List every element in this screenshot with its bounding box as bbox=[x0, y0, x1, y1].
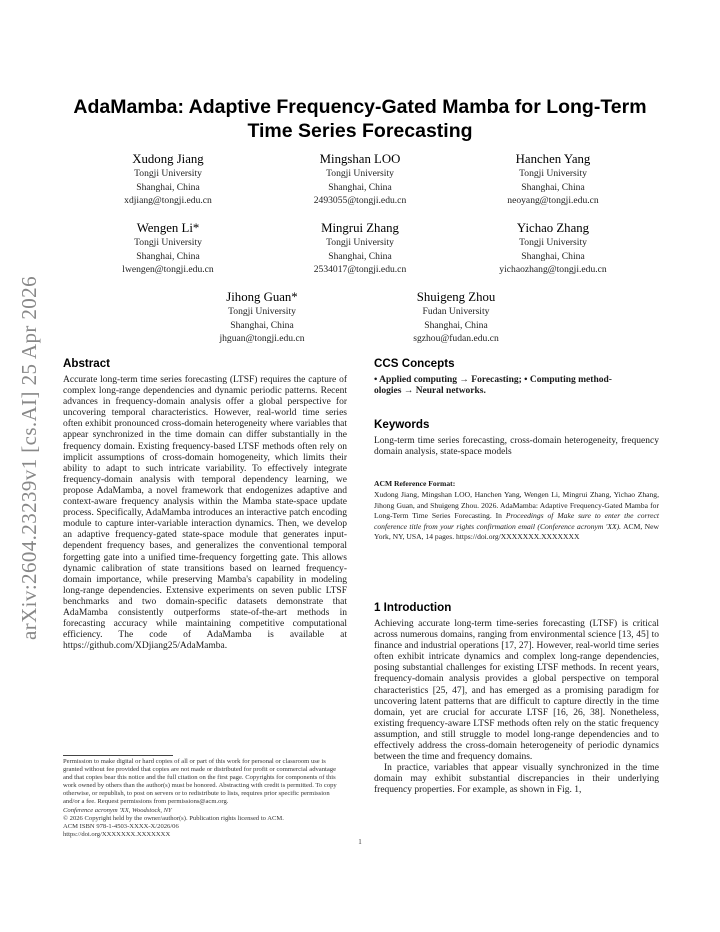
author-block bbox=[88, 151, 248, 208]
ccs-line-2: ologies → Neural networks. bbox=[374, 386, 486, 397]
acm-ref-authors: Xudong Jiang, Mingshan LOO, Hanchen Yang, Wengen Li, Mingrui Zhang, Yichao Zhang, Jihong Guan, and Shuigeng Zhou. 2026. AdaMamba: Adaptive Frequency-Gated Mamba for Long-Term Time Series Forecasting. In bbox=[374, 490, 659, 521]
acm-ref-proceedings: Proceedings of Make sure to enter the correct conference title from your rights confirmation email (Conference acronym 'XX). bbox=[374, 511, 659, 531]
ccs-section bbox=[374, 357, 659, 397]
doi-line: https://doi.org/XXXXXXX.XXXXXXX bbox=[63, 830, 171, 838]
author-affiliation: Tongji University bbox=[519, 168, 587, 179]
author-location: Shanghai, China bbox=[136, 250, 200, 262]
acm-reference-section bbox=[374, 479, 659, 542]
author-email: 2534017@tongji.edu.cn bbox=[313, 264, 407, 275]
author-name: Wengen Li* bbox=[136, 221, 200, 235]
author-block bbox=[88, 220, 248, 277]
keywords-heading: Keywords bbox=[374, 418, 430, 431]
author-affiliation: Fudan University bbox=[422, 306, 490, 317]
copyright-line: © 2026 Copyright held by the owner/author(s). Publication rights licensed to ACM. bbox=[63, 814, 284, 822]
author-email: neoyang@tongji.edu.cn bbox=[507, 195, 599, 206]
author-name: Jihong Guan* bbox=[226, 290, 298, 304]
acm-ref-text bbox=[374, 490, 659, 542]
author-name: Yichao Zhang bbox=[516, 221, 590, 235]
permission-block bbox=[63, 758, 347, 839]
author-email: yichaozhang@tongji.edu.cn bbox=[499, 264, 607, 275]
ccs-heading: CCS Concepts bbox=[374, 357, 455, 370]
author-email: 2493055@tongji.edu.cn bbox=[313, 195, 407, 206]
conference-line: Conference acronym 'XX, Woodstock, NY bbox=[63, 806, 172, 814]
author-location: Shanghai, China bbox=[136, 181, 200, 193]
author-block bbox=[473, 151, 633, 208]
author-location: Shanghai, China bbox=[521, 181, 585, 193]
author-location: Shanghai, China bbox=[230, 319, 294, 331]
author-location: Shanghai, China bbox=[328, 250, 392, 262]
acm-ref-heading: ACM Reference Format: bbox=[374, 479, 456, 488]
author-email: xdjiang@tongji.edu.cn bbox=[124, 195, 212, 206]
ccs-line-1: • Applied computing → Forecasting; • Computing method- bbox=[374, 375, 612, 385]
author-block bbox=[182, 289, 342, 346]
keywords-section bbox=[374, 418, 659, 458]
author-email: jhguan@tongji.edu.cn bbox=[219, 333, 305, 344]
title-line-2: Time Series Forecasting bbox=[247, 120, 473, 142]
author-block bbox=[280, 151, 440, 208]
author-name: Mingrui Zhang bbox=[321, 221, 399, 235]
abstract-section bbox=[63, 357, 347, 652]
paper-title bbox=[40, 95, 680, 143]
isbn-line: ACM ISBN 978-1-4503-XXXX-X/2026/06 bbox=[63, 822, 179, 830]
author-block bbox=[376, 289, 536, 346]
author-name: Shuigeng Zhou bbox=[416, 290, 496, 304]
author-affiliation: Tongji University bbox=[134, 237, 202, 248]
abstract-heading: Abstract bbox=[63, 357, 111, 370]
intro-paragraph-1: Achieving accurate long-term time-series forecasting (LTSF) is critical across numerous domains, ranging from environmental science [13, 45] to finance and industrial operations [17, 27]. However, real-world time series often exhibit intricate dynamics and complex long-range dependencies, posing substantial challenges for existing LTSF methods. In recent years, frequency-domain analysis provides a global perspective on temporal characteristics [25, 47], and has emerged as a promising paradigm for uncovering latent patterns that are difficult to capture directly in the time domain, yet are crucial for accurate LTSF [16, 26, 38]. Nonetheless, existing frequency-aware LTSF methods often rely on the static frequency assumption, and still struggle to model long-range dependencies and to effectively address the cross-domain heterogeneity of periodic dynamics between the time and frequency domains. bbox=[374, 619, 659, 763]
author-block bbox=[280, 220, 440, 277]
author-name: Hanchen Yang bbox=[515, 152, 591, 166]
author-email: lwengen@tongji.edu.cn bbox=[122, 264, 214, 275]
author-block bbox=[473, 220, 633, 277]
author-affiliation: Tongji University bbox=[326, 237, 394, 248]
introduction-heading: 1 Introduction bbox=[374, 601, 452, 614]
author-affiliation: Tongji University bbox=[228, 306, 296, 317]
author-email: sgzhou@fudan.edu.cn bbox=[413, 333, 499, 344]
arxiv-watermark: arXiv:2604.23239v1 [cs.AI] 25 Apr 2026 bbox=[17, 276, 41, 640]
author-location: Shanghai, China bbox=[521, 250, 585, 262]
intro-paragraph-2: In practice, variables that appear visually synchronized in the time domain may exhibit substantial discrepancies in their underlying frequency properties. For example, as shown in Fig. 1, bbox=[374, 763, 659, 796]
author-affiliation: Tongji University bbox=[519, 237, 587, 248]
acm-ref-tail: ACM, New York, NY, USA, 14 pages. https://doi.org/XXXXXXX.XXXXXXX bbox=[374, 521, 659, 542]
page-number: 1 bbox=[358, 838, 362, 846]
introduction-section bbox=[374, 601, 659, 797]
title-line-1: AdaMamba: Adaptive Frequency-Gated Mamba for Long-Term bbox=[73, 96, 647, 118]
author-location: Shanghai, China bbox=[424, 319, 488, 331]
permission-text: Permission to make digital or hard copies of all or part of this work for personal or classroom use is granted without fee provided that copies are not made or distributed for profit or commercial advantage and that copies bear this notice and the full citation on the first page. Copyrights for components of this work owned by others than the author(s) must be honored. Abstracting with credit is permitted. To copy otherwise, or republish, to post on servers or to redistribute to lists, requires prior specific permission and/or a fee. Request permissions from permissions@acm.org. bbox=[63, 758, 337, 806]
keywords-text: Long-term time series forecasting, cross-domain heterogeneity, frequency domain analysis, state-space models bbox=[374, 436, 659, 458]
author-name: Mingshan LOO bbox=[319, 152, 401, 166]
author-affiliation: Tongji University bbox=[134, 168, 202, 179]
author-name: Xudong Jiang bbox=[132, 152, 204, 166]
author-affiliation: Tongji University bbox=[326, 168, 394, 179]
author-location: Shanghai, China bbox=[328, 181, 392, 193]
abstract-text: Accurate long-term time series forecasting (LTSF) requires the capture of complex long-range dependencies and dynamic periodic patterns. Recent advances in frequency-domain analysis offer a global perspective for uncovering temporal characteristics. However, real-world time series often exhibit pronounced cross-domain heterogeneity where variables that appear synchronized in the time domain can differ substantially in the frequency domain. Existing frequency-based LTSF methods often rely on implicit assumptions of cross-domain homogeneity, which limits their ability to adapt to such intricate variability. To effectively integrate frequency-domain analysis with temporal dependency learning, we propose AdaMamba, a novel framework that endogenizes adaptive and context-aware frequency analysis within the Mamba state-space update process. Specifically, AdaMamba introduces an interactive patch encoding module to capture inter-variable interaction dynamics. Then, we develop an adaptive frequency-gated state-space module that generates input-dependent frequency bases, and generalizes the conventional temporal forgetting gate into a unified time-frequency forgetting gate. This allows dynamic calibration of state transitions based on learned frequency-domain importance, while preserving Mamba's capability in modeling long-range dependencies. Extensive experiments on seven public LTSF benchmarks and two domain-specific datasets demonstrate that AdaMamba consistently outperforms state-of-the-art methods in forecasting accuracy while maintaining competitive computational efficiency. The code of AdaMamba is available at https://github.com/XDjiang25/AdaMamba. bbox=[63, 375, 347, 652]
footnote-divider bbox=[63, 755, 173, 756]
